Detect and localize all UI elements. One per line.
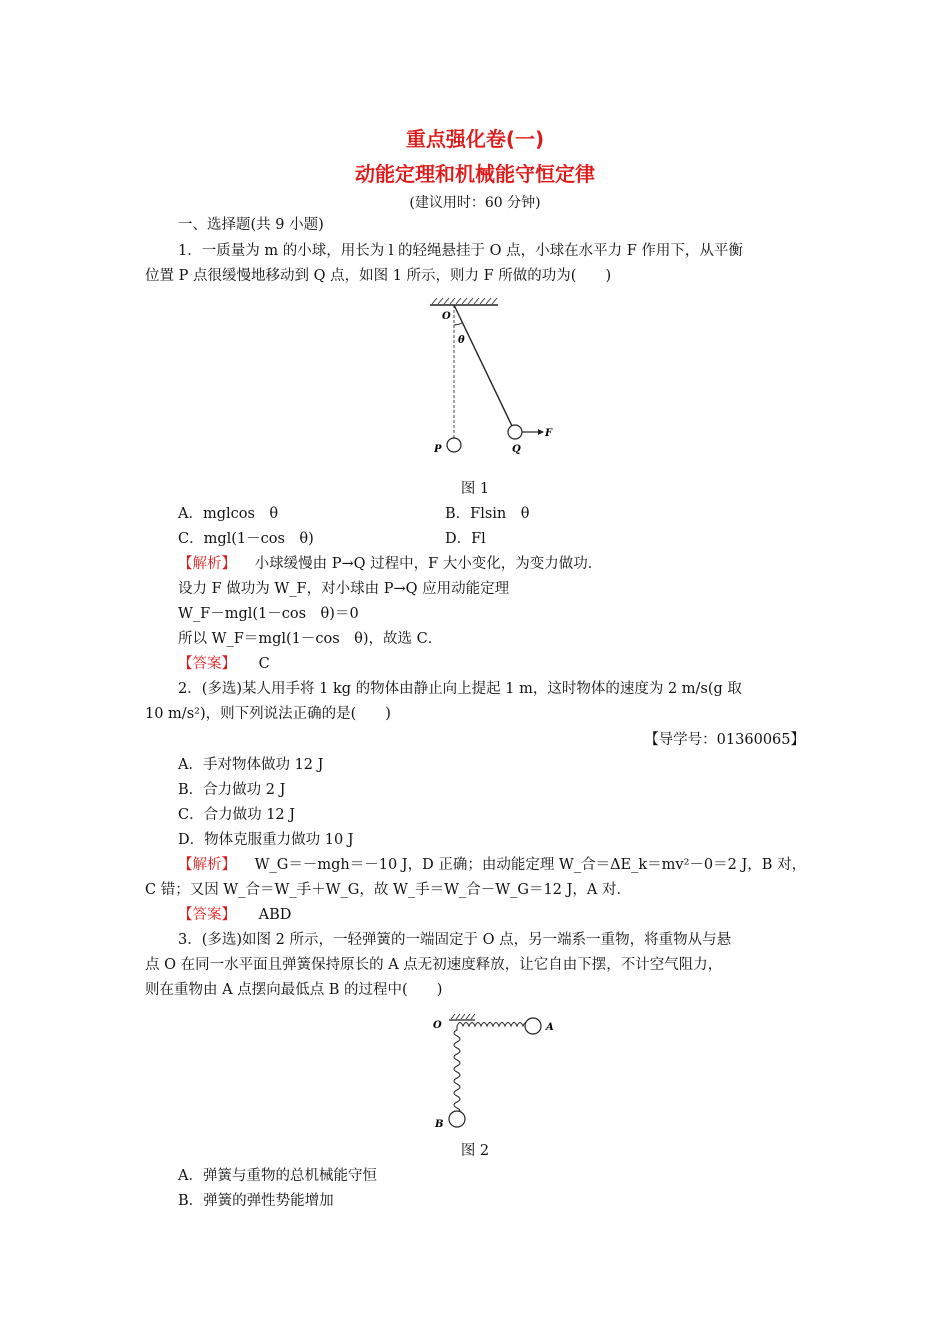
q1-option-c: C．mgl(1－cos θ): [178, 531, 314, 547]
q3-stem-line1: 3．(多选)如图 2 所示，一轻弹簧的一端固定于 O 点，另一端系一重物，将重物从与悬: [178, 932, 732, 948]
q1-stem-line1: 1．一质量为 m 的小球，用长为 l 的轻绳悬挂于 O 点，小球在水平力 F 作用下，从平衡: [178, 243, 743, 259]
ball-b: [449, 1111, 465, 1127]
time-note: (建议用时：60 分钟): [409, 195, 541, 211]
page-title: 重点强化卷(一): [405, 127, 545, 151]
section-heading: 一、选择题(共 9 小题): [178, 217, 324, 233]
q2-analysis-line1: W_G＝－mgh＝－10 J，D 正确；由动能定理 W_合＝ΔE_k＝mv²－0＝2 J，B 对，: [254, 857, 807, 873]
q1-analysis-line1: 小球缓慢由 P→Q 过程中，F 大小变化，为变力做功．: [254, 556, 603, 572]
spring-figure: [425, 1010, 565, 1135]
q1-answer-tag: 【答案】: [178, 656, 236, 672]
q2-option-a: A．手对物体做功 12 J: [178, 757, 324, 773]
horizontal-spring: [457, 1023, 535, 1027]
q1-option-b: B．Flsin θ: [445, 506, 530, 522]
q1-analysis-line3: W_F－mgl(1－cos θ)＝0: [178, 606, 359, 622]
q3-stem-line2: 点 O 在同一水平面且弹簧保持原长的 A 点无初速度释放，让它自由下摆，不计空气阻力，: [145, 957, 723, 973]
q3-option-a: A．弹簧与重物的总机械能守恒: [178, 1168, 377, 1184]
q3-stem-line3: 则在重物由 A 点摆向最低点 B 的过程中( ): [145, 982, 443, 998]
q1-option-a: A．mglcos θ: [178, 506, 279, 522]
string-line: [454, 305, 512, 426]
q2-answer: ABD: [258, 907, 292, 923]
figure2-caption: 图 2: [460, 1143, 490, 1159]
ball-q: [508, 425, 522, 439]
label-f: F: [545, 428, 553, 439]
q1-stem-line2: 位置 P 点很缓慢地移动到 Q 点，如图 1 所示，则力 F 所做的功为( ): [145, 268, 612, 284]
ball-a: [525, 1018, 541, 1034]
label-a: A: [546, 1022, 554, 1033]
q2-analysis-line2: C 错；又因 W_合＝W_手＋W_G，故 W_手＝W_合－W_G＝12 J，A 对．: [145, 882, 631, 898]
page-subtitle: 动能定理和机械能守恒定律: [355, 162, 595, 186]
q2-guide-number: 【导学号：01360065】: [644, 732, 805, 748]
q3-option-b: B．弹簧的弹性势能增加: [178, 1193, 334, 1209]
q2-stem-line2: 10 m/s²)，则下列说法正确的是( ): [145, 706, 391, 722]
q2-option-c: C．合力做功 12 J: [178, 807, 296, 823]
q1-option-d: D．Fl: [445, 531, 486, 547]
q1-analysis-tag: 【解析】: [178, 556, 236, 572]
label-p: P: [434, 444, 442, 455]
label-o: O: [442, 311, 451, 322]
q1-analysis-line4: 所以 W_F＝mgl(1－cos θ)，故选 C．: [178, 631, 443, 647]
q2-option-b: B．合力做功 2 J: [178, 782, 286, 798]
label-q: Q: [512, 444, 521, 455]
q2-analysis-tag: 【解析】: [178, 857, 236, 873]
q2-stem-line1: 2．(多选)某人用手将 1 kg 的物体由静止向上提起 1 m，这时物体的速度为 2 m/s(g 取: [178, 681, 742, 697]
label-theta: θ: [458, 335, 465, 346]
label-o-fig2: O: [433, 1020, 442, 1031]
q1-analysis-line2: 设力 F 做功为 W_F，对小球由 P→Q 应用动能定理: [178, 581, 510, 597]
pendulum-figure: [420, 295, 570, 460]
label-b: B: [435, 1119, 444, 1130]
ball-p: [447, 438, 461, 452]
figure1-caption: 图 1: [460, 481, 490, 497]
q2-answer-tag: 【答案】: [178, 907, 236, 923]
q1-answer: C: [258, 656, 270, 672]
q2-option-d: D．物体克服重力做功 10 J: [178, 832, 354, 848]
